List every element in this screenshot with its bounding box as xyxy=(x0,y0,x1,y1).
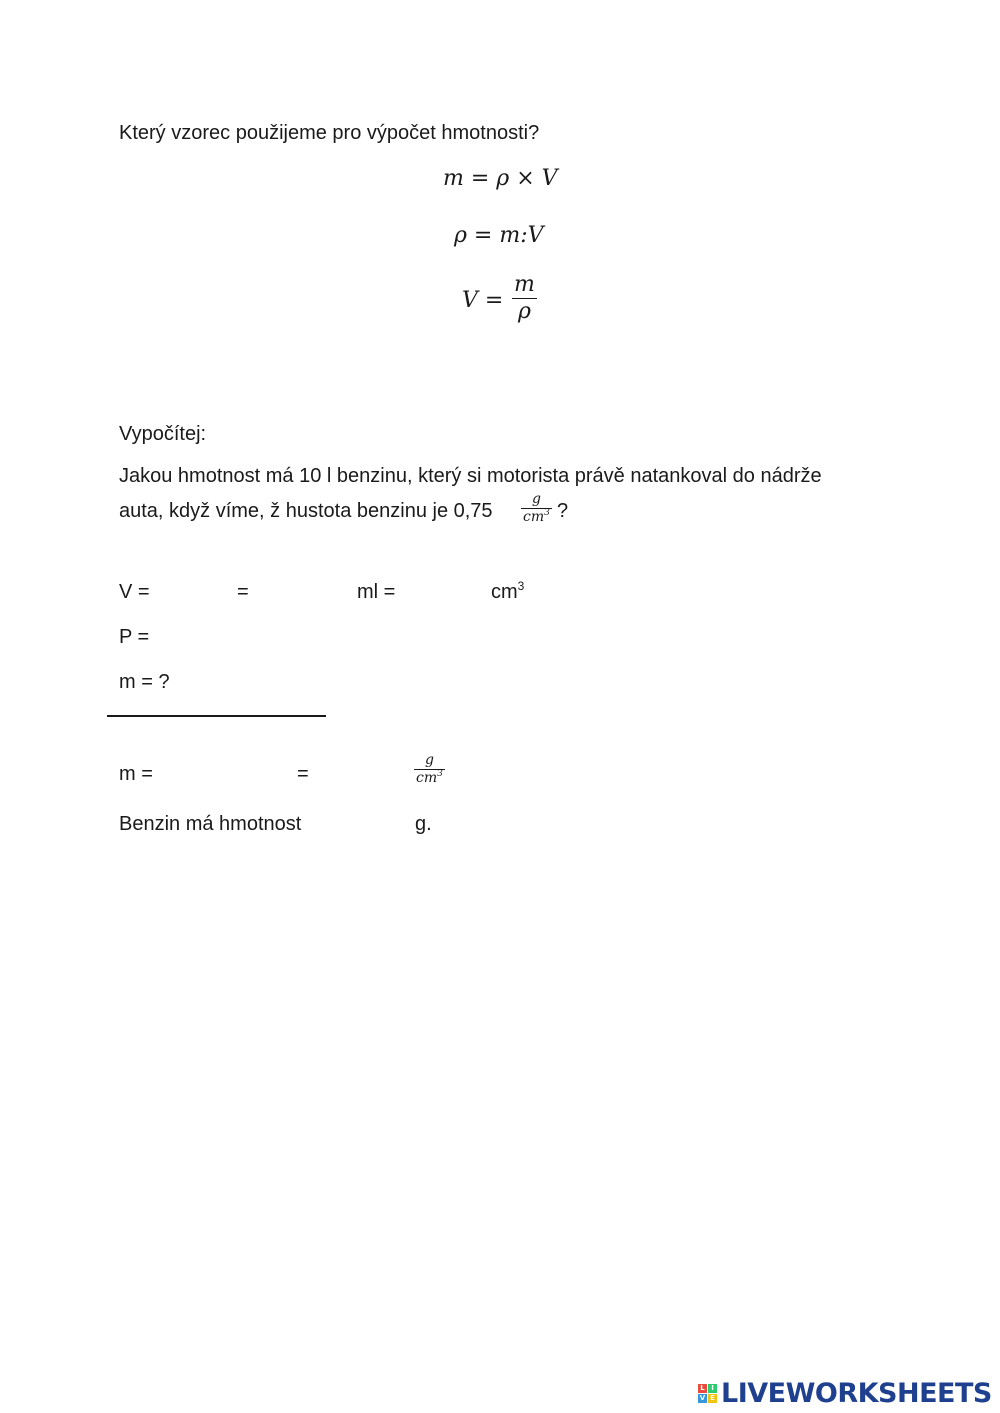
given-cm-exponent: 3 xyxy=(517,579,525,593)
given-density-label: P = xyxy=(119,626,150,648)
task-line-1: Jakou hmotnost má 10 l benzinu, který si motorista právě natankoval do nádrže xyxy=(119,465,822,487)
solution-unit-numerator: g xyxy=(424,752,434,768)
formula-volume-fraction xyxy=(512,272,537,325)
solution-equals-sign: = xyxy=(297,763,309,785)
given-equals-sign: = xyxy=(237,581,249,603)
given-ml-label: ml = xyxy=(357,581,396,603)
task-unit-denominator xyxy=(521,509,552,526)
task-density-unit xyxy=(521,491,552,526)
solution-unit-denominator xyxy=(414,770,445,787)
task-heading: Vypočítej: xyxy=(119,423,207,445)
given-cm-base: cm xyxy=(491,581,518,603)
liveworksheets-logo xyxy=(698,1378,992,1409)
question-title: Který vzorec použijeme pro výpočet hmotnosti? xyxy=(119,122,540,144)
formula-volume-lhs: V = xyxy=(462,288,504,313)
formula-volume-denominator: ρ xyxy=(517,299,531,324)
answer-prefix: Benzin má hmotnost xyxy=(119,813,302,835)
solution-density-unit xyxy=(414,752,445,787)
formula-density: ρ = m:V xyxy=(454,223,544,248)
given-mass-unknown: m = ? xyxy=(119,671,170,693)
separator-line xyxy=(107,715,326,717)
task-unit-den-base: cm xyxy=(523,509,545,525)
solution-unit-exponent: 3 xyxy=(437,769,443,779)
logo-mark-cell: V xyxy=(699,1394,706,1402)
logo-text: LIVEWORKSHEETS xyxy=(721,1378,992,1409)
given-cm3-label xyxy=(491,580,524,604)
task-question-mark: ? xyxy=(557,500,569,522)
logo-mark-cell: E xyxy=(708,1394,717,1403)
given-volume-label: V = xyxy=(119,581,150,603)
formula-mass: m = ρ × V xyxy=(443,166,558,191)
answer-suffix: g. xyxy=(415,813,432,835)
solution-mass-label: m = xyxy=(119,763,153,785)
logo-mark-icon xyxy=(698,1384,717,1403)
task-line-2: auta, když víme, ž hustota benzinu je 0,75 xyxy=(119,500,493,522)
task-unit-numerator: g xyxy=(531,491,541,507)
logo-mark-cell: I xyxy=(708,1384,717,1393)
logo-mark-cell: L xyxy=(698,1384,707,1393)
task-unit-exponent: 3 xyxy=(544,508,550,518)
formula-volume-numerator: m xyxy=(514,272,535,297)
solution-unit-den-base: cm xyxy=(416,770,438,786)
